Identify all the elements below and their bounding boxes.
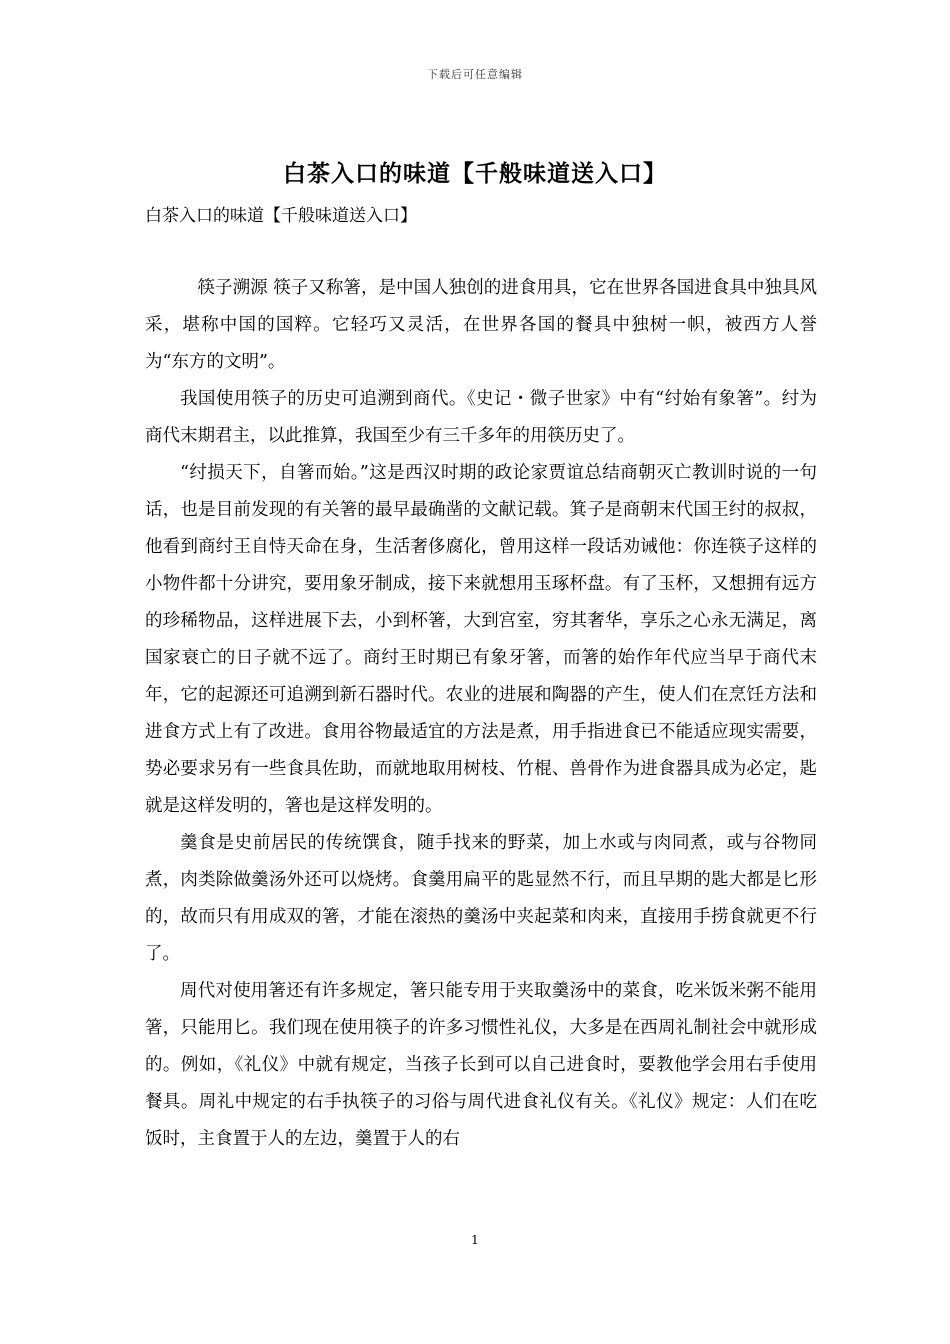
paragraph-zhou-rules: 周代对使用箸还有许多规定，箸只能专用于夹取羹汤中的菜食，吃米饭米粥不能用箸，只能用匕。我们现在使用筷子的许多习惯性礼仪，大多是在西周礼制社会中就形成的。例如，《礼仪》中就有规定，当孩子长到可以自己进食时，要教他学会用右手使用餐具。周礼中规定的右手执筷子的习俗与周代进食礼仪有关。《礼仪》规定：人们在吃饭时，主食置于人的左边，羹置于人的右 bbox=[145, 981, 817, 1149]
paragraph-shang-dynasty: 我国使用筷子的历史可追溯到商代。《史记・微子世家》中有“纣始有象箸”。纣为商代末期君主，以此推算，我国至少有三千多年的用筷历史了。 bbox=[145, 389, 817, 446]
page-header-note: 下载后可任意编辑 bbox=[427, 68, 523, 81]
document-title: 白茶入口的味道【千般味道送入口】 bbox=[283, 160, 667, 187]
paragraph-geng-food: 羹食是史前居民的传统馔食，随手找来的野菜，加上水或与肉同煮，或与谷物同煮，肉类除做羹汤外还可以烧烤。食羹用扁平的匙显然不行，而且早期的匙大都是匕形的，故而只有用成双的箸，才能在滚热的羹汤中夹起菜和肉来，直接用手捞食就更不行了。 bbox=[145, 833, 817, 964]
document-subtitle: 白茶入口的味道【千般味道送入口】 bbox=[145, 206, 417, 226]
paragraph-chopsticks-origin: 筷子溯源 筷子又称箸，是中国人独创的进食用具，它在世界各国进食具中独具风采，堪称中国的国粹。它轻巧又灵活，在世界各国的餐具中独树一帜，被西方人誉为“东方的文明”。 bbox=[145, 278, 817, 372]
document-body bbox=[145, 270, 817, 1158]
page-number: 1 bbox=[471, 1233, 479, 1247]
paragraph-jiayi-quote: “纣损天下，自箸而始。”这是西汉时期的政论家贾谊总结商朝灭亡教训时说的一句话，也是目前发现的有关箸的最早最确凿的文献记载。箕子是商朝末代国王纣的叔叔，他看到商纣王自恃天命在身，生活奢侈腐化，曾用这样一段话劝诫他：你连筷子这样的小物件都十分讲究，要用象牙制成，接下来就想用玉琢杯盘。有了玉杯，又想拥有远方的珍稀物品，这样进展下去，小到杯箸，大到宫室，穷其奢华，享乐之心永无满足，离国家衰亡的日子就不远了。商纣王时期已有象牙箸，而箸的始作年代应当早于商代末年，它的起源还可追溯到新石器时代。农业的进展和陶器的产生，使人们在烹饪方法和进食方式上有了改进。食用谷物最适宜的方法是煮，用手指进食已不能适应现实需要，势必要求另有一些食具佐助，而就地取用树枝、竹棍、兽骨作为进食器具成为必定，匙就是这样发明的，箸也是这样发明的。 bbox=[145, 463, 817, 816]
